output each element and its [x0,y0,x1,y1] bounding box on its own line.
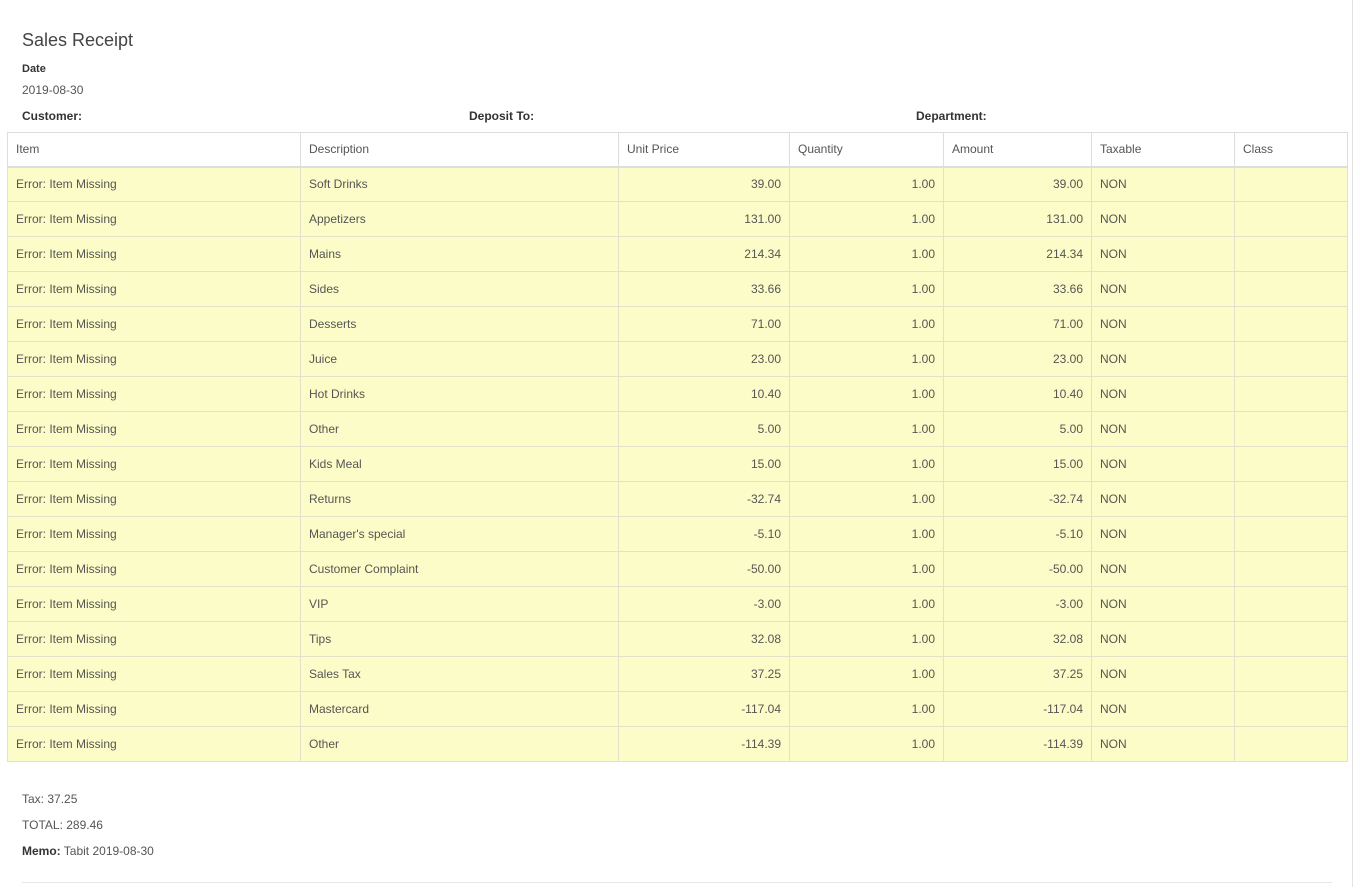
column-header-quantity: Quantity [790,133,944,167]
amount-cell: -32.74 [944,482,1092,517]
description-cell: Other [301,412,619,447]
table-row [8,692,1348,727]
description-cell: VIP [301,587,619,622]
class-cell [1235,307,1348,342]
taxable-cell: NON [1092,447,1235,482]
quantity-cell: 1.00 [790,342,944,377]
header-row [8,133,1348,167]
amount-cell: -114.39 [944,727,1092,762]
unit-price-cell: -117.04 [619,692,790,727]
taxable-cell: NON [1092,237,1235,272]
class-cell [1235,692,1348,727]
quantity-cell: 1.00 [790,167,944,202]
amount-cell: -3.00 [944,587,1092,622]
taxable-cell: NON [1092,377,1235,412]
taxable-cell: NON [1092,552,1235,587]
table-row [8,587,1348,622]
unit-price-cell: 214.34 [619,237,790,272]
table-row [8,447,1348,482]
unit-price-cell: -5.10 [619,517,790,552]
item-cell: Error: Item Missing [8,587,301,622]
taxable-cell: NON [1092,342,1235,377]
class-cell [1235,377,1348,412]
amount-cell: 15.00 [944,447,1092,482]
quantity-cell: 1.00 [790,587,944,622]
amount-cell: 131.00 [944,202,1092,237]
taxable-cell: NON [1092,692,1235,727]
quantity-cell: 1.00 [790,552,944,587]
class-cell [1235,202,1348,237]
class-cell [1235,482,1348,517]
item-cell: Error: Item Missing [8,202,301,237]
unit-price-cell: 5.00 [619,412,790,447]
description-cell: Sides [301,272,619,307]
memo-label: Memo: [22,844,61,858]
column-header-class: Class [1235,133,1348,167]
unit-price-cell: 71.00 [619,307,790,342]
amount-cell: -5.10 [944,517,1092,552]
table-header [8,133,1348,167]
description-cell: Kids Meal [301,447,619,482]
amount-cell: 71.00 [944,307,1092,342]
column-header-unit-price: Unit Price [619,133,790,167]
taxable-cell: NON [1092,272,1235,307]
table-row [8,202,1348,237]
amount-cell: 10.40 [944,377,1092,412]
description-cell: Tips [301,622,619,657]
class-cell [1235,622,1348,657]
unit-price-cell: -50.00 [619,552,790,587]
table-body [8,167,1348,762]
quantity-cell: 1.00 [790,202,944,237]
item-cell: Error: Item Missing [8,272,301,307]
quantity-cell: 1.00 [790,272,944,307]
table-row [8,482,1348,517]
class-cell [1235,552,1348,587]
quantity-cell: 1.00 [790,377,944,412]
unit-price-cell: 15.00 [619,447,790,482]
amount-cell: -50.00 [944,552,1092,587]
table-row [8,657,1348,692]
class-cell [1235,272,1348,307]
description-cell: Juice [301,342,619,377]
description-cell: Returns [301,482,619,517]
amount-cell: 37.25 [944,657,1092,692]
divider [22,882,1332,883]
amount-cell: 32.08 [944,622,1092,657]
quantity-cell: 1.00 [790,237,944,272]
column-header-amount: Amount [944,133,1092,167]
table-row [8,377,1348,412]
page-title: Sales Receipt [22,30,134,50]
quantity-cell: 1.00 [790,657,944,692]
unit-price-cell: 10.40 [619,377,790,412]
table-row [8,622,1348,657]
amount-cell: 33.66 [944,272,1092,307]
class-cell [1235,167,1348,202]
quantity-cell: 1.00 [790,447,944,482]
quantity-cell: 1.00 [790,517,944,552]
unit-price-cell: 39.00 [619,167,790,202]
table-row [8,307,1348,342]
table-row [8,517,1348,552]
class-cell [1235,447,1348,482]
unit-price-cell: -32.74 [619,482,790,517]
quantity-cell: 1.00 [790,727,944,762]
item-cell: Error: Item Missing [8,517,301,552]
item-cell: Error: Item Missing [8,447,301,482]
date-value: 2019-08-30 [22,83,84,97]
department-label: Department: [916,109,987,123]
table-row [8,342,1348,377]
class-cell [1235,237,1348,272]
item-cell: Error: Item Missing [8,237,301,272]
class-cell [1235,727,1348,762]
class-cell [1235,657,1348,692]
item-cell: Error: Item Missing [8,307,301,342]
taxable-cell: NON [1092,622,1235,657]
taxable-cell: NON [1092,482,1235,517]
table-row [8,237,1348,272]
memo-value: Tabit 2019-08-30 [60,844,154,858]
description-cell: Manager's special [301,517,619,552]
class-cell [1235,342,1348,377]
taxable-cell: NON [1092,412,1235,447]
quantity-cell: 1.00 [790,482,944,517]
item-cell: Error: Item Missing [8,727,301,762]
taxable-cell: NON [1092,517,1235,552]
quantity-cell: 1.00 [790,307,944,342]
tax-summary: Tax: 37.25 [22,792,78,806]
item-cell: Error: Item Missing [8,552,301,587]
column-header-item: Item [8,133,301,167]
amount-cell: -117.04 [944,692,1092,727]
description-cell: Mastercard [301,692,619,727]
taxable-cell: NON [1092,727,1235,762]
description-cell: Sales Tax [301,657,619,692]
quantity-cell: 1.00 [790,412,944,447]
taxable-cell: NON [1092,657,1235,692]
customer-label: Customer: [22,109,83,123]
taxable-cell: NON [1092,587,1235,622]
description-cell: Appetizers [301,202,619,237]
table-row [8,167,1348,202]
deposit-to-label: Deposit To: [469,109,535,123]
class-cell [1235,587,1348,622]
description-cell: Hot Drinks [301,377,619,412]
description-cell: Soft Drinks [301,167,619,202]
line-items-table [7,132,1348,762]
description-cell: Customer Complaint [301,552,619,587]
unit-price-cell: 37.25 [619,657,790,692]
class-cell [1235,517,1348,552]
table-row [8,727,1348,762]
unit-price-cell: -114.39 [619,727,790,762]
item-cell: Error: Item Missing [8,692,301,727]
taxable-cell: NON [1092,307,1235,342]
unit-price-cell: -3.00 [619,587,790,622]
column-header-description: Description [301,133,619,167]
unit-price-cell: 131.00 [619,202,790,237]
unit-price-cell: 33.66 [619,272,790,307]
description-cell: Other [301,727,619,762]
total-summary: TOTAL: 289.46 [22,818,103,832]
item-cell: Error: Item Missing [8,377,301,412]
table-row [8,412,1348,447]
amount-cell: 214.34 [944,237,1092,272]
item-cell: Error: Item Missing [8,342,301,377]
date-label: Date [22,63,46,75]
item-cell: Error: Item Missing [8,412,301,447]
amount-cell: 5.00 [944,412,1092,447]
description-cell: Mains [301,237,619,272]
table-row [8,552,1348,587]
amount-cell: 23.00 [944,342,1092,377]
unit-price-cell: 23.00 [619,342,790,377]
memo [22,844,154,858]
quantity-cell: 1.00 [790,622,944,657]
unit-price-cell: 32.08 [619,622,790,657]
column-header-taxable: Taxable [1092,133,1235,167]
item-cell: Error: Item Missing [8,482,301,517]
item-cell: Error: Item Missing [8,622,301,657]
class-cell [1235,412,1348,447]
quantity-cell: 1.00 [790,692,944,727]
taxable-cell: NON [1092,202,1235,237]
amount-cell: 39.00 [944,167,1092,202]
item-cell: Error: Item Missing [8,167,301,202]
taxable-cell: NON [1092,167,1235,202]
table-row [8,272,1348,307]
item-cell: Error: Item Missing [8,657,301,692]
description-cell: Desserts [301,307,619,342]
